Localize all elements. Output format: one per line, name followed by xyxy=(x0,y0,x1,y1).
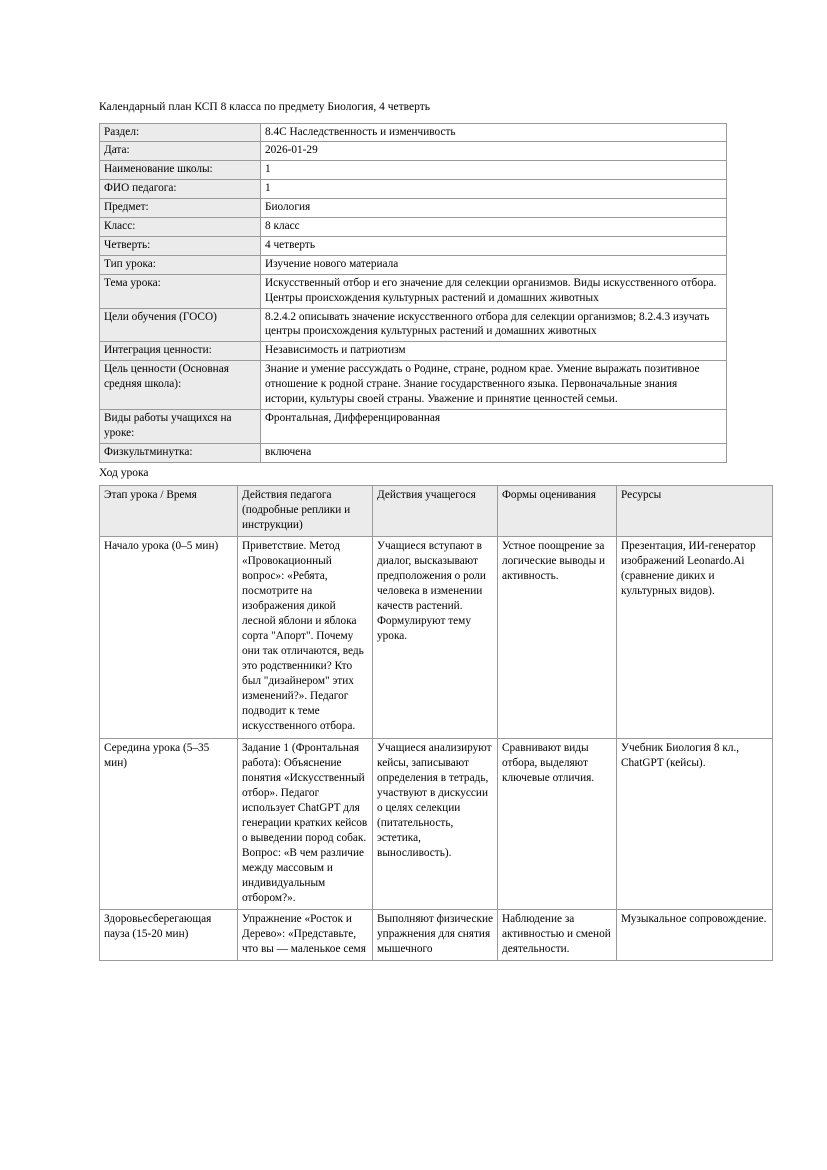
column-header-resources: Ресурсы xyxy=(617,486,773,537)
cell-stage: Здоровьесберегающая пауза (15-20 мин) xyxy=(100,909,238,960)
info-label: Четверть: xyxy=(100,236,261,255)
info-label: Физкультминутка: xyxy=(100,443,261,462)
column-header-student: Действия учащегося xyxy=(373,486,498,537)
cell-student: Учащиеся анализируют кейсы, записывают определения в тетрадь, участвуют в дискуссии о целях селекции (питательность, эстетика, выносливость). xyxy=(373,738,498,909)
info-value: 2026-01-29 xyxy=(261,142,727,161)
table-row xyxy=(100,142,727,161)
cell-teacher: Упражнение «Росток и Дерево»: «Представьте, что вы — маленькое семя xyxy=(238,909,373,960)
info-label: ФИО педагога: xyxy=(100,180,261,199)
info-label: Интеграция ценности: xyxy=(100,342,261,361)
table-row xyxy=(100,361,727,410)
info-value: включена xyxy=(261,443,727,462)
info-value: 8.4C Наследственность и изменчивость xyxy=(261,123,727,142)
info-label: Цели обучения (ГОСО) xyxy=(100,308,261,342)
cell-assessment: Наблюдение за активностью и сменой деятельности. xyxy=(498,909,617,960)
table-row xyxy=(100,537,773,738)
info-label: Тема урока: xyxy=(100,274,261,308)
cell-teacher: Приветствие. Метод «Провокационный вопрос»: «Ребята, посмотрите на изображения дикой лесной яблони и яблока сорта "Апорт". Почему они так отличаются, ведь это родственники? Кто был "дизайнером" этих изменений?». Педагог подводит к теме искусственного отбора. xyxy=(238,537,373,738)
table-row xyxy=(100,443,727,462)
cell-assessment: Устное поощрение за логические выводы и активность. xyxy=(498,537,617,738)
info-value: 1 xyxy=(261,161,727,180)
table-row xyxy=(100,180,727,199)
lesson-plan-table xyxy=(99,485,773,960)
info-value: Фронтальная, Дифференцированная xyxy=(261,410,727,444)
table-row xyxy=(100,909,773,960)
info-label: Наименование школы: xyxy=(100,161,261,180)
cell-student: Учащиеся вступают в диалог, высказывают предположения о роли человека в изменении качеств растений. Формулируют тему урока. xyxy=(373,537,498,738)
info-value: Знание и умение рассуждать о Родине, стране, родном крае. Умение выражать позитивное отношение к родной стране. Знание государственного языка. Первоначальные знания истории, культуры своей страны. Уважение и принятие ценностей семьи. xyxy=(261,361,727,410)
table-row xyxy=(100,199,727,218)
cell-student: Выполняют физические упражнения для снятия мышечного xyxy=(373,909,498,960)
page-title: Календарный план КСП 8 класса по предмету Биология, 4 четверть xyxy=(99,101,430,113)
info-value: Независимость и патриотизм xyxy=(261,342,727,361)
info-label: Предмет: xyxy=(100,199,261,218)
info-label: Тип урока: xyxy=(100,255,261,274)
section-heading: Ход урока xyxy=(99,466,149,479)
lesson-info-table xyxy=(99,123,727,463)
table-row xyxy=(100,218,727,237)
info-value: Искусственный отбор и его значение для селекции организмов. Виды искусственного отбора. Центры происхождения культурных растений и домашних животных xyxy=(261,274,727,308)
info-label: Класс: xyxy=(100,218,261,237)
cell-resources: Презентация, ИИ-генератор изображений Leonardo.Ai (сравнение диких и культурных видов). xyxy=(617,537,773,738)
cell-resources: Учебник Биология 8 кл., ChatGPT (кейсы). xyxy=(617,738,773,909)
column-header-stage: Этап урока / Время xyxy=(100,486,238,537)
info-value: 1 xyxy=(261,180,727,199)
cell-stage: Середина урока (5–35 мин) xyxy=(100,738,238,909)
table-row xyxy=(100,161,727,180)
info-value: Изучение нового материала xyxy=(261,255,727,274)
cell-assessment: Сравнивают виды отбора, выделяют ключевые отличия. xyxy=(498,738,617,909)
table-row xyxy=(100,410,727,444)
table-row xyxy=(100,308,727,342)
table-row xyxy=(100,236,727,255)
info-label: Раздел: xyxy=(100,123,261,142)
info-label: Виды работы учащихся на уроке: xyxy=(100,410,261,444)
info-value: 8 класс xyxy=(261,218,727,237)
table-row xyxy=(100,123,727,142)
column-header-assessment: Формы оценивания xyxy=(498,486,617,537)
column-header-teacher: Действия педагога (подробные реплики и инструкции) xyxy=(238,486,373,537)
cell-stage: Начало урока (0–5 мин) xyxy=(100,537,238,738)
table-header-row xyxy=(100,486,773,537)
table-row xyxy=(100,255,727,274)
info-value: 4 четверть xyxy=(261,236,727,255)
info-label: Цель ценности (Основная средняя школа): xyxy=(100,361,261,410)
cell-teacher: Задание 1 (Фронтальная работа): Объяснение понятия «Искусственный отбор». Педагог использует ChatGPT для генерации кратких кейсов о выведении пород собак. Вопрос: «В чем различие между массовым и индивидуальным отбором?». xyxy=(238,738,373,909)
info-label: Дата: xyxy=(100,142,261,161)
cell-resources: Музыкальное сопровождение. xyxy=(617,909,773,960)
table-row xyxy=(100,274,727,308)
info-value: Биология xyxy=(261,199,727,218)
table-row xyxy=(100,342,727,361)
info-value: 8.2.4.2 описывать значение искусственного отбора для селекции организмов; 8.2.4.3 изучать центры происхождения культурных растений и домашних животных xyxy=(261,308,727,342)
table-row xyxy=(100,738,773,909)
